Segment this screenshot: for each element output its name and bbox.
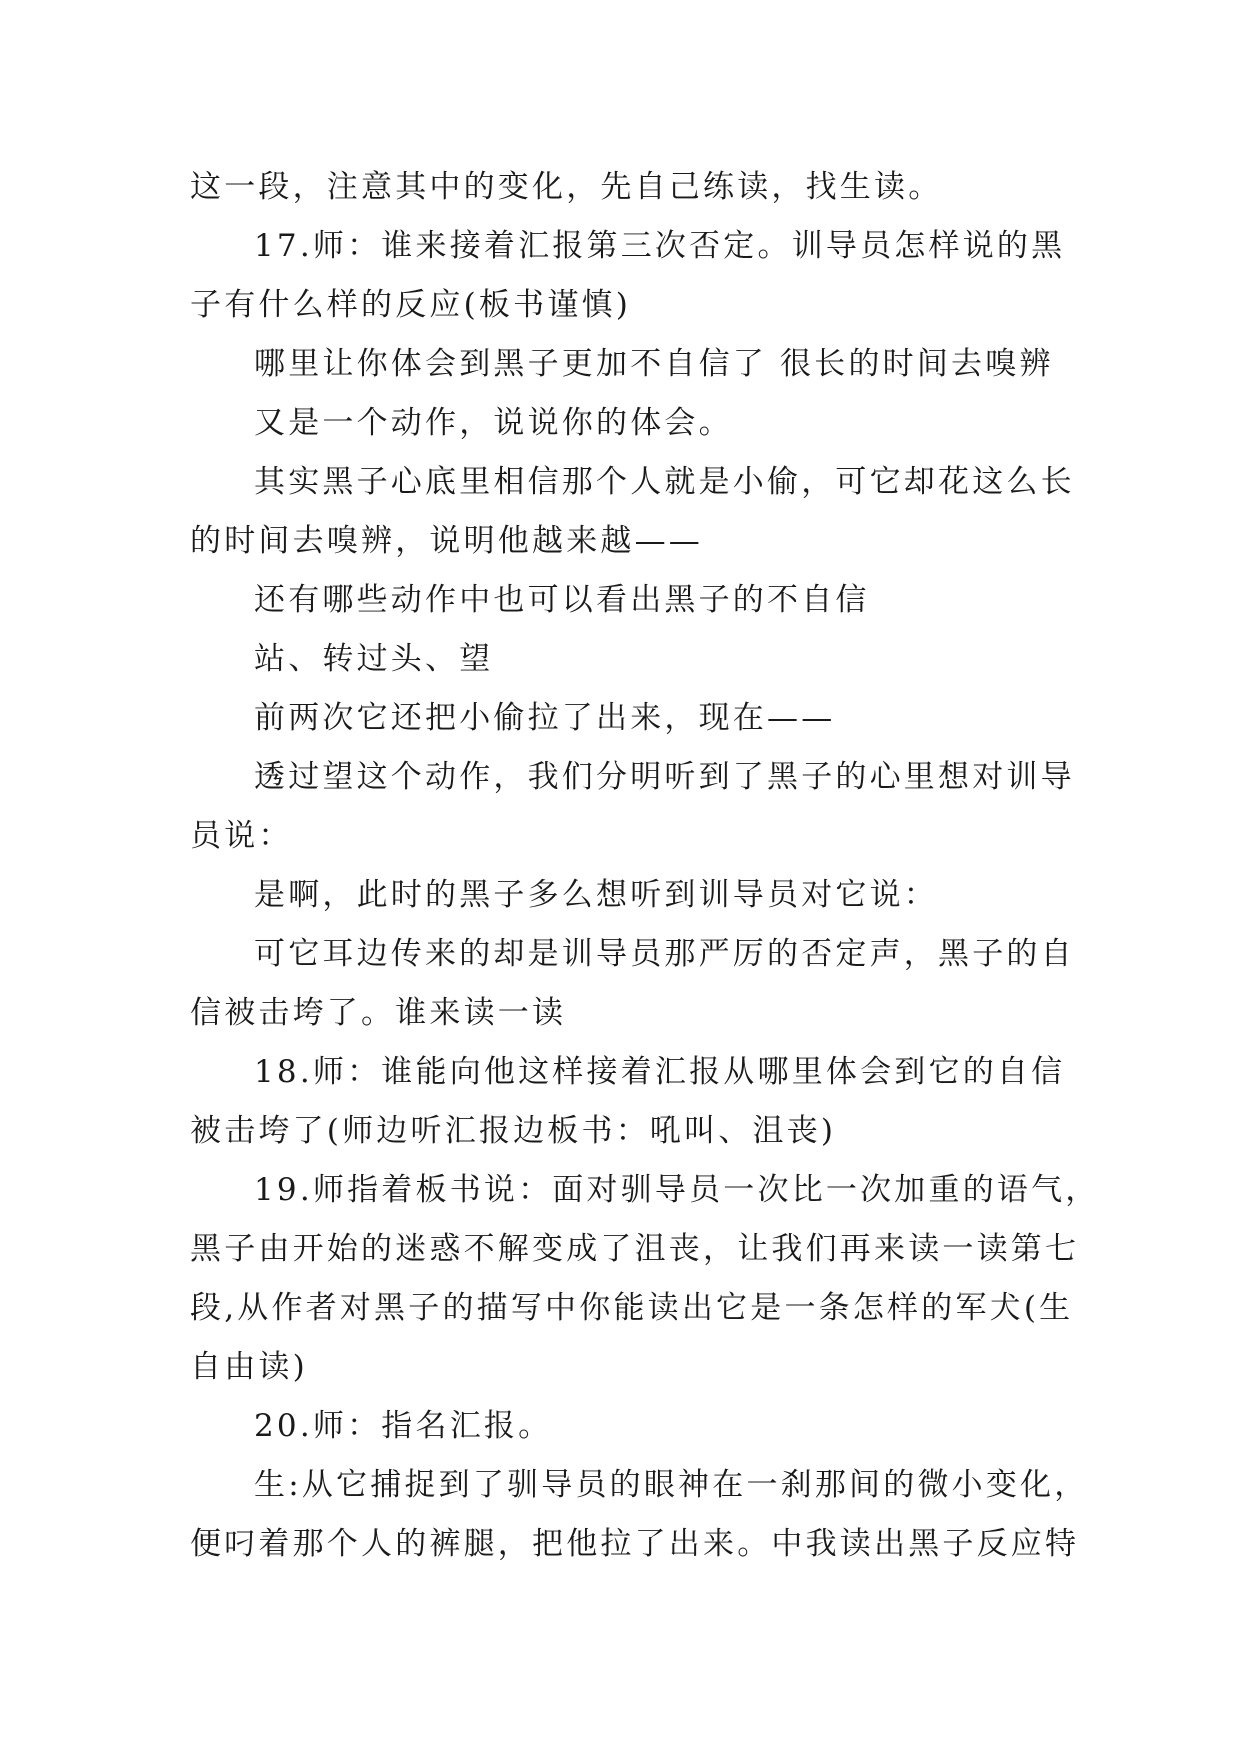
- text-line: 便叼着那个人的裤腿，把他拉了出来。中我读出黑子反应特: [190, 1526, 1080, 1562]
- text-line: 信被击垮了。谁来读一读: [190, 995, 567, 1031]
- text-line: 这一段，注意其中的变化，先自己练读，找生读。: [190, 169, 943, 205]
- text-line: 被击垮了(师边听汇报边板书：吼叫、沮丧): [190, 1113, 837, 1149]
- text-line: 站、转过头、望: [254, 641, 494, 677]
- text-line: 又是一个动作，说说你的体会。: [254, 405, 733, 441]
- text-line: 可它耳边传来的却是训导员那严厉的否定声，黑子的自: [254, 936, 1075, 972]
- text-line: 19.师指着板书说：面对驯导员一次比一次加重的语气，: [254, 1172, 1100, 1208]
- text-line: 20.师：指名汇报。: [254, 1408, 553, 1444]
- text-line: 的时间去嗅辨，说明他越来越——: [190, 523, 703, 559]
- text-line: 透过望这个动作，我们分明听到了黑子的心里想对训导: [254, 759, 1075, 795]
- text-line: 员说：: [190, 818, 293, 854]
- text-line: 生:从它捕捉到了驯导员的眼神在一刹那间的微小变化，: [254, 1467, 1089, 1503]
- text-line: 是啊，此时的黑子多么想听到训导员对它说：: [254, 877, 938, 913]
- text-line: 前两次它还把小偷拉了出来，现在——: [254, 700, 836, 736]
- text-line: 自由读): [190, 1349, 308, 1385]
- text-line: 18.师：谁能向他这样接着汇报从哪里体会到它的自信: [254, 1054, 1066, 1090]
- text-line: 其实黑子心底里相信那个人就是小偷，可它却花这么长: [254, 464, 1075, 500]
- text-line: 段,从作者对黑子的描写中你能读出它是一条怎样的军犬(生: [190, 1290, 1074, 1326]
- text-line: 17.师：谁来接着汇报第三次否定。训导员怎样说的黑: [254, 228, 1066, 264]
- text-line: 子有什么样的反应(板书谨慎): [190, 287, 631, 323]
- text-line: 还有哪些动作中也可以看出黑子的不自信: [254, 582, 870, 618]
- document-body: [190, 158, 1100, 1574]
- text-line: 黑子由开始的迷惑不解变成了沮丧，让我们再来读一读第七: [190, 1231, 1080, 1267]
- text-line: 哪里让你体会到黑子更加不自信了 很长的时间去嗅辨: [254, 346, 1054, 382]
